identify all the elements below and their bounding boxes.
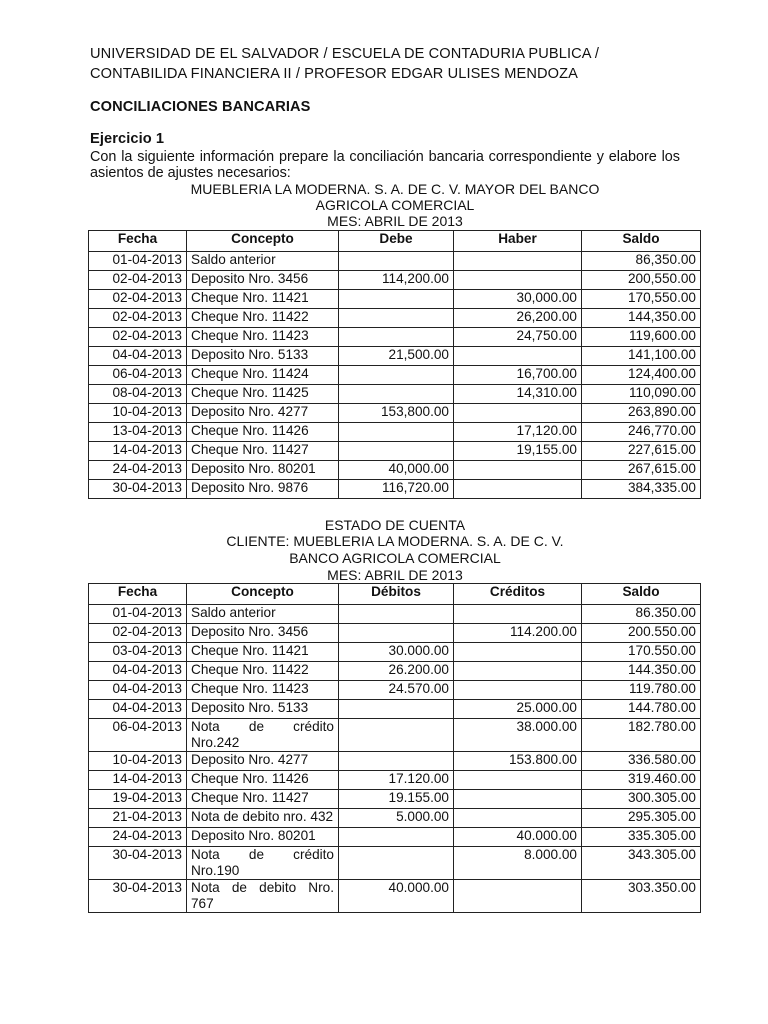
table-row [89,423,701,442]
date-cell: 03-04-2013 [89,643,187,662]
credit-cell [454,662,582,681]
ledger-header-row [89,231,701,252]
date-cell: 02-04-2013 [89,271,187,290]
debit-cell [339,752,454,771]
statement-header-row [89,584,701,605]
date-cell: 24-04-2013 [89,828,187,847]
date-cell: 04-04-2013 [89,681,187,700]
col-header-fecha: Fecha [89,584,187,605]
concept-cell: Nota de debito Nro. 767 [187,880,339,913]
balance-cell: 86,350.00 [582,252,701,271]
concept-cell: Deposito Nro. 3456 [187,271,339,290]
concept-cell: Cheque Nro. 11423 [187,681,339,700]
credit-cell: 114.200.00 [454,624,582,643]
statement-title-4: MES: ABRIL DE 2013 [327,567,463,583]
statement-title-2: CLIENTE: MUEBLERIA LA MODERNA. S. A. DE C. V. [226,533,564,549]
table-row [89,271,701,290]
ledger-body [89,252,701,499]
balance-cell: 144.780.00 [582,700,701,719]
table-row [89,347,701,366]
table-row [89,480,701,499]
debit-cell [339,847,454,880]
debit-cell: 116,720.00 [339,480,454,499]
date-cell: 08-04-2013 [89,385,187,404]
statement-title-3: BANCO AGRICOLA COMERCIAL [289,550,501,566]
concept-cell: Deposito Nro. 5133 [187,700,339,719]
table-row [89,404,701,423]
date-cell: 10-04-2013 [89,404,187,423]
table-row [89,328,701,347]
debit-cell [339,828,454,847]
table-row [89,847,701,880]
table-row [89,790,701,809]
statement-table [88,583,701,913]
debit-cell [339,252,454,271]
debit-cell [339,385,454,404]
col-header-saldo: Saldo [582,584,701,605]
debit-cell [339,423,454,442]
ledger-title-3: MES: ABRIL DE 2013 [327,213,463,229]
date-cell: 06-04-2013 [89,719,187,752]
date-cell: 24-04-2013 [89,461,187,480]
balance-cell: 170.550.00 [582,643,701,662]
date-cell: 01-04-2013 [89,605,187,624]
date-cell: 04-04-2013 [89,700,187,719]
credit-cell [454,347,582,366]
debit-cell: 114,200.00 [339,271,454,290]
concept-cell: Deposito Nro. 5133 [187,347,339,366]
concept-cell: Deposito Nro. 4277 [187,752,339,771]
debit-cell: 5.000.00 [339,809,454,828]
date-cell: 01-04-2013 [89,252,187,271]
concept-cell: Cheque Nro. 11424 [187,366,339,385]
debit-cell: 21,500.00 [339,347,454,366]
table-row [89,252,701,271]
date-cell: 06-04-2013 [89,366,187,385]
credit-cell [454,880,582,913]
table-row [89,605,701,624]
debit-cell [339,290,454,309]
concept-cell: Cheque Nro. 11422 [187,309,339,328]
balance-cell: 200,550.00 [582,271,701,290]
exercise-title: Ejercicio 1 [90,131,165,147]
debit-cell: 17.120.00 [339,771,454,790]
concept-cell: Cheque Nro. 11421 [187,290,339,309]
date-cell: 10-04-2013 [89,752,187,771]
ledger-title-2: AGRICOLA COMERCIAL [315,197,475,213]
table-row [89,366,701,385]
credit-cell [454,681,582,700]
concept-cell: Cheque Nro. 11427 [187,790,339,809]
date-cell: 21-04-2013 [89,809,187,828]
concept-cell: Cheque Nro. 11426 [187,423,339,442]
balance-cell: 86.350.00 [582,605,701,624]
debit-cell [339,624,454,643]
debit-cell: 19.155.00 [339,790,454,809]
credit-cell: 40.000.00 [454,828,582,847]
table-row [89,719,701,752]
debit-cell: 26.200.00 [339,662,454,681]
credit-cell [454,461,582,480]
date-cell: 02-04-2013 [89,624,187,643]
balance-cell: 124,400.00 [582,366,701,385]
concept-cell: Deposito Nro. 80201 [187,828,339,847]
debit-cell: 40.000.00 [339,880,454,913]
balance-cell: 300.305.00 [582,790,701,809]
table-row [89,771,701,790]
credit-cell: 24,750.00 [454,328,582,347]
credit-cell: 25.000.00 [454,700,582,719]
credit-cell [454,771,582,790]
table-row [89,290,701,309]
date-cell: 04-04-2013 [89,347,187,366]
concept-cell: Cheque Nro. 11421 [187,643,339,662]
balance-cell: 141,100.00 [582,347,701,366]
balance-cell: 267,615.00 [582,461,701,480]
balance-cell: 384,335.00 [582,480,701,499]
col-header-concepto: Concepto [187,231,339,252]
balance-cell: 227,615.00 [582,442,701,461]
ledger-title-1: MUEBLERIA LA MODERNA. S. A. DE C. V. MAYOR DEL BANCO [190,181,600,197]
debit-cell [339,328,454,347]
table-row [89,309,701,328]
statement-title-1: ESTADO DE CUENTA [324,517,466,533]
balance-cell: 182.780.00 [582,719,701,752]
debit-cell: 153,800.00 [339,404,454,423]
table-row [89,662,701,681]
table-row [89,700,701,719]
date-cell: 30-04-2013 [89,880,187,913]
balance-cell: 119.780.00 [582,681,701,700]
concept-cell: Nota de crédito Nro.190 [187,847,339,880]
header-line-2: CONTABILIDA FINANCIERA II / PROFESOR EDGAR ULISES MENDOZA [90,66,578,82]
balance-cell: 263,890.00 [582,404,701,423]
balance-cell: 144,350.00 [582,309,701,328]
credit-cell: 26,200.00 [454,309,582,328]
concept-cell: Nota de crédito Nro.242 [187,719,339,752]
debit-cell: 24.570.00 [339,681,454,700]
concept-cell: Cheque Nro. 11427 [187,442,339,461]
concept-cell: Deposito Nro. 4277 [187,404,339,423]
balance-cell: 319.460.00 [582,771,701,790]
table-row [89,385,701,404]
col-header-concepto: Concepto [187,584,339,605]
header-line-1: UNIVERSIDAD DE EL SALVADOR / ESCUELA DE CONTADURIA PUBLICA / [90,46,600,62]
date-cell: 02-04-2013 [89,309,187,328]
concept-cell: Saldo anterior [187,252,339,271]
balance-cell: 119,600.00 [582,328,701,347]
col-header-debe: Debe [339,231,454,252]
table-row [89,624,701,643]
credit-cell [454,404,582,423]
credit-cell: 8.000.00 [454,847,582,880]
col-header-haber: Haber [454,231,582,252]
credit-cell: 38.000.00 [454,719,582,752]
date-cell: 19-04-2013 [89,790,187,809]
table-row [89,643,701,662]
balance-cell: 246,770.00 [582,423,701,442]
debit-cell [339,366,454,385]
concept-cell: Nota de debito nro. 432 [187,809,339,828]
credit-cell [454,480,582,499]
credit-cell [454,643,582,662]
concept-cell: Deposito Nro. 3456 [187,624,339,643]
credit-cell: 19,155.00 [454,442,582,461]
col-header-creditos: Créditos [454,584,582,605]
debit-cell [339,309,454,328]
debit-cell [339,605,454,624]
debit-cell [339,719,454,752]
balance-cell: 200.550.00 [582,624,701,643]
concept-cell: Cheque Nro. 11425 [187,385,339,404]
col-header-saldo: Saldo [582,231,701,252]
date-cell: 30-04-2013 [89,480,187,499]
balance-cell: 170,550.00 [582,290,701,309]
date-cell: 04-04-2013 [89,662,187,681]
table-row [89,828,701,847]
credit-cell [454,605,582,624]
balance-cell: 144.350.00 [582,662,701,681]
balance-cell: 335.305.00 [582,828,701,847]
concept-cell: Deposito Nro. 9876 [187,480,339,499]
date-cell: 14-04-2013 [89,442,187,461]
statement-body [89,605,701,913]
credit-cell: 17,120.00 [454,423,582,442]
credit-cell: 30,000.00 [454,290,582,309]
debit-cell [339,442,454,461]
credit-cell: 16,700.00 [454,366,582,385]
balance-cell: 303.350.00 [582,880,701,913]
balance-cell: 336.580.00 [582,752,701,771]
credit-cell [454,790,582,809]
credit-cell: 14,310.00 [454,385,582,404]
date-cell: 14-04-2013 [89,771,187,790]
credit-cell [454,252,582,271]
table-row [89,461,701,480]
table-row [89,880,701,913]
exercise-instructions: Con la siguiente información prepare la conciliación bancaria correspondiente y elabore los asientos de ajustes necesarios: [90,149,680,181]
date-cell: 13-04-2013 [89,423,187,442]
table-row [89,752,701,771]
date-cell: 02-04-2013 [89,290,187,309]
balance-cell: 110,090.00 [582,385,701,404]
concept-cell: Cheque Nro. 11422 [187,662,339,681]
credit-cell [454,271,582,290]
ledger-table [88,230,701,499]
debit-cell: 30.000.00 [339,643,454,662]
table-row [89,681,701,700]
concept-cell: Saldo anterior [187,605,339,624]
concept-cell: Cheque Nro. 11426 [187,771,339,790]
balance-cell: 343.305.00 [582,847,701,880]
concept-cell: Deposito Nro. 80201 [187,461,339,480]
credit-cell: 153.800.00 [454,752,582,771]
table-row [89,442,701,461]
section-title: CONCILIACIONES BANCARIAS [90,99,311,115]
col-header-debitos: Débitos [339,584,454,605]
balance-cell: 295.305.00 [582,809,701,828]
date-cell: 02-04-2013 [89,328,187,347]
credit-cell [454,809,582,828]
concept-cell: Cheque Nro. 11423 [187,328,339,347]
debit-cell: 40,000.00 [339,461,454,480]
date-cell: 30-04-2013 [89,847,187,880]
col-header-fecha: Fecha [89,231,187,252]
table-row [89,809,701,828]
debit-cell [339,700,454,719]
